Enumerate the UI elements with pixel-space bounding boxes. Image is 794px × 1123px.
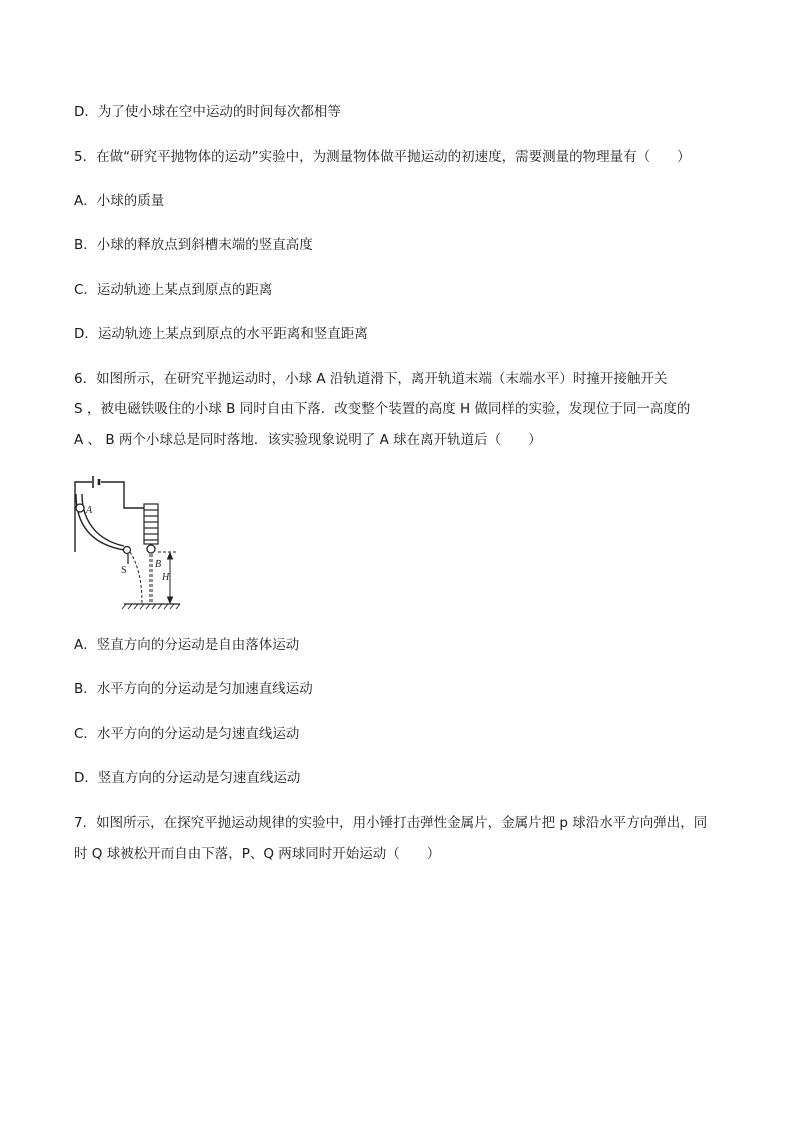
q4-option-d: D．为了使小球在空中运动的时间每次都相等: [74, 104, 341, 120]
trajectory-lines: [130, 552, 178, 604]
curved-track: [76, 494, 124, 550]
q7-stem-line-2: 时 Q 球被松开而自由下落，P、Q 两球同时开始运动（ ）: [74, 846, 441, 862]
ground: [122, 604, 180, 609]
label-a: A: [86, 505, 93, 516]
q6-stem-line-1: 6．如图所示，在研究平抛运动时，小球 A 沿轨道滑下，离开轨道末端（末端水平）时撞开接触开关: [74, 371, 668, 387]
ball-a: [76, 504, 84, 512]
label-s: S: [121, 565, 127, 576]
ball-b: [147, 545, 155, 553]
q5-option-d: D．运动轨迹上某点到原点的水平距离和竖直距离: [74, 326, 368, 342]
q6-option-b: B．水平方向的分运动是匀加速直线运动: [74, 681, 313, 697]
battery-icon: [93, 476, 99, 488]
label-h: H: [162, 572, 170, 583]
electromagnet-icon: [144, 504, 158, 544]
q6-stem-line-3: A 、 B 两个小球总是同时落地．该实验现象说明了 A 球在离开轨道后（ ）: [74, 432, 542, 448]
q6-option-a: A．竖直方向的分运动是自由落体运动: [74, 637, 300, 653]
q6-option-c: C．水平方向的分运动是匀速直线运动: [74, 726, 300, 742]
q6-option-d: D．竖直方向的分运动是匀速直线运动: [74, 770, 301, 786]
q5-option-c: C．运动轨迹上某点到原点的距离: [74, 282, 273, 298]
q5-option-a: A．小球的质量: [74, 193, 165, 209]
label-b: B: [155, 559, 162, 570]
q6-apparatus-figure: [66, 472, 186, 612]
q5-stem: 5．在做“研究平抛物体的运动”实验中，为测量物体做平抛运动的初速度，需要测量的物理量有（ ）: [74, 149, 691, 165]
ball-a-at-exit: [124, 547, 131, 554]
q5-option-b: B．小球的释放点到斜槽末端的竖直高度: [74, 237, 313, 253]
q7-stem-line-1: 7．如图所示，在探究平抛运动规律的实验中，用小锤打击弹性金属片，金属片把 p 球沿水平方向弹出，同: [74, 815, 708, 831]
q6-stem-line-2: S ，被电磁铁吸住的小球 B 同时自由下落．改变整个装置的高度 H 做同样的实验，发现位于同一高度的: [74, 401, 691, 417]
